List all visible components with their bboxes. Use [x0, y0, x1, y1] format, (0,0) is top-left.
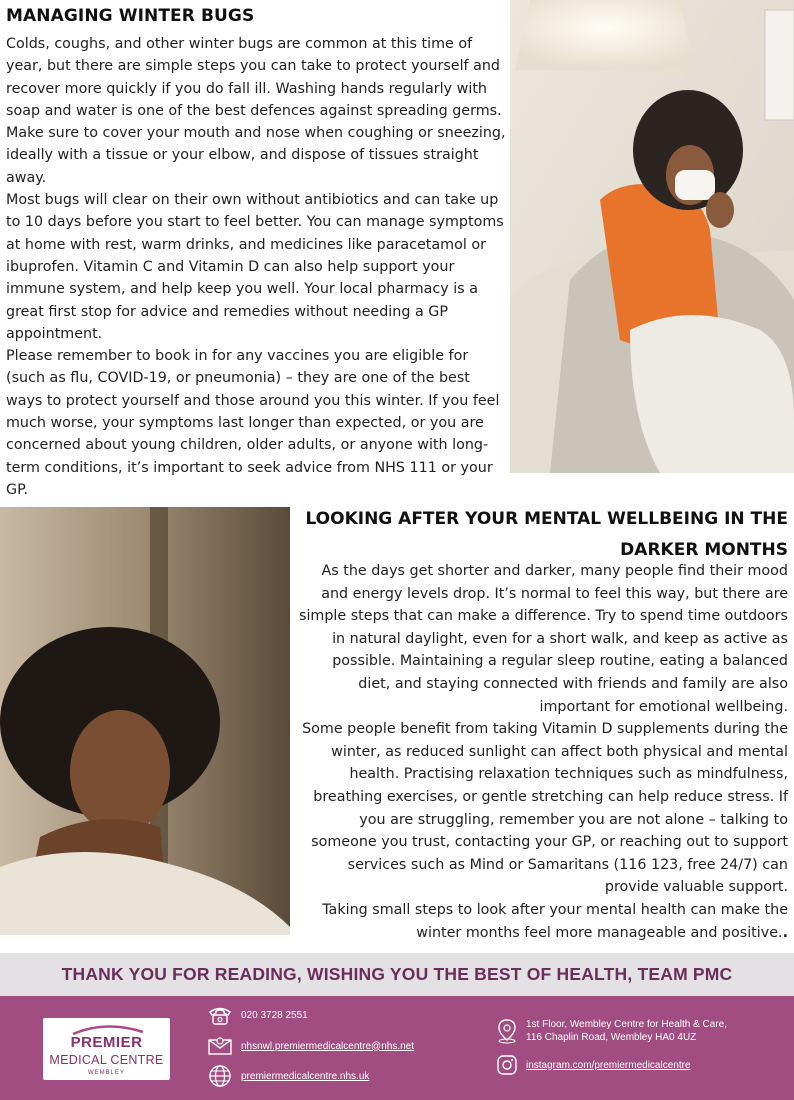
section-title-winter-bugs: MANAGING WINTER BUGS	[6, 6, 255, 26]
article-paragraph: Colds, coughs, and other winter bugs are common at this time of year, but there are simple steps you can take to protect yourself and recover more quickly if you do fall ill. Washing hands regularly with soap and water is one of the best defences against spreading germs. Make sure to cover your mouth and nose when coughing or sneezing, ideally with a tissue or your elbow, and dispose of tissues straight away.	[6, 36, 506, 186]
article-paragraph: Please remember to book in for any vaccines you are eligible for (such as flu, COVID-19, or pneumonia) – they are one of the best ways to protect yourself and those around you this winter. If you feel much worse, your symptoms last longer than expected, or you are concerned about young children, older adults, or anyone with long-term conditions, it’s important to seek advice from NHS 111 or your GP.	[6, 348, 500, 498]
article-paragraph-text: Taking small steps to look after your mental health can make the winter months feel more manageable and positive.	[322, 901, 788, 941]
website-link[interactable]: premiermedicalcentre.nhs.uk	[241, 1070, 370, 1082]
instagram-link[interactable]: instagram.com/premiermedicalcentre	[526, 1059, 691, 1071]
globe-icon	[207, 1064, 233, 1088]
logo-line-1: PREMIER	[70, 1034, 143, 1051]
email-link[interactable]: nhsnwl.premiermedicalcentre@nhs.net	[241, 1040, 415, 1052]
instagram-icon	[496, 1054, 518, 1076]
email-icon	[207, 1035, 233, 1057]
logo-line-2: MEDICAL CENTRE	[49, 1053, 164, 1067]
mental-wellbeing-article	[298, 560, 788, 944]
phone-icon	[207, 1004, 233, 1026]
phone-number: 020 3728 2551	[241, 1009, 308, 1021]
address-line-1: 1st Floor, Wembley Centre for Health & Care,	[526, 1019, 728, 1030]
article-paragraph: Most bugs will clear on their own without antibiotics and can take up to 10 days before you start to feel better. You can manage symptoms at home with rest, warm drinks, and medicines like paracetamol or ibuprofen. Vitamin C and Vitamin D can also help support your immune system, and help keep you well. Your local pharmacy is a great first stop for advice and remedies without needing a GP appointment.	[6, 192, 504, 342]
email-contact[interactable]	[207, 1035, 414, 1057]
address-contact	[496, 1018, 727, 1044]
footer	[0, 996, 794, 1100]
address-line-2: 116 Chaplin Road, Wembley HA0 4UZ	[526, 1032, 697, 1043]
woman-sneezing-photo	[510, 0, 794, 473]
logo-line-3: WEMBLEY	[87, 1070, 125, 1076]
article-paragraph: Some people benefit from taking Vitamin D supplements during the winter, as reduced sunlight can affect both physical and mental health. Practising relaxation techniques such as mindfulness, breathing exercises, or gentle stretching can help reduce stress. If you are struggling, remember you are not alone – talking to someone you trust, contacting your GP, or reaching out to support services such as Mind or Samaritans (116 123, free 24/7) can provide valuable support.	[302, 721, 788, 896]
article-paragraph	[298, 899, 788, 944]
thank-you-banner	[0, 953, 794, 996]
thank-you-text: THANK YOU FOR READING, WISHING YOU THE BEST OF HEALTH, TEAM PMC	[61, 964, 733, 984]
website-contact[interactable]	[207, 1064, 369, 1088]
section-title-mental-wellbeing: LOOKING AFTER YOUR MENTAL WELLBEING IN THE DARKER MONTHS	[305, 509, 788, 560]
article-paragraph: As the days get shorter and darker, many people find their mood and energy levels drop. It’s normal to feel this way, but there are simple steps that can make a difference. Try to spend time outdoors in natural daylight, even for a short walk, and keep as active as possible. Maintaining a regular sleep routine, eating a balanced diet, and staying connected with friends and family are also important for emotional wellbeing.	[299, 563, 788, 715]
location-pin-icon	[496, 1018, 518, 1044]
final-period: .	[782, 924, 788, 941]
instagram-contact[interactable]	[496, 1054, 691, 1076]
winter-bugs-article	[6, 33, 509, 501]
phone-contact[interactable]	[207, 1004, 308, 1026]
woman-reflecting-photo	[0, 507, 290, 935]
practice-logo	[43, 1018, 170, 1080]
